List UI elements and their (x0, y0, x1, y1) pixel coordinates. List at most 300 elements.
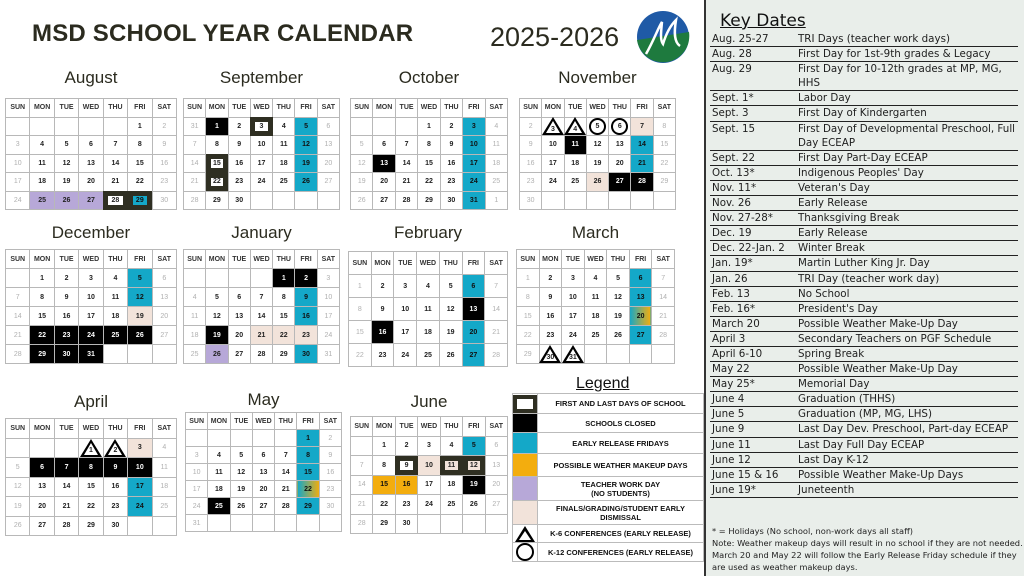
day-cell: 8 (349, 298, 372, 321)
day-cell: 14 (395, 154, 417, 173)
day-cell: 26 (128, 326, 152, 345)
day-cell: 20 (629, 307, 652, 326)
day-cell: 25 (103, 326, 127, 345)
day-cell: 12 (295, 136, 317, 155)
weekday-header: MON (539, 250, 562, 269)
weekday-header: TUE (54, 419, 78, 439)
day-cell: 9 (228, 136, 250, 155)
day-cell: 18 (584, 307, 607, 326)
day-cell: 3 (79, 269, 103, 288)
key-date-row (710, 106, 1018, 121)
day-cell: 21 (103, 173, 127, 192)
legend (512, 393, 704, 562)
day-cell: 21 (485, 321, 508, 344)
day-cell: 24 (542, 173, 564, 192)
day-cell: 1 (30, 269, 54, 288)
key-date-description: TRI Day (teacher work day) (798, 272, 940, 285)
day-cell: 3 (250, 117, 272, 136)
key-date: Sept. 3 (712, 107, 749, 120)
day-cell: 23 (520, 173, 542, 192)
day-cell: 8 (653, 117, 675, 136)
weekday-header: SAT (152, 99, 176, 118)
weekday-header: TUE (54, 250, 78, 269)
weekday-header: TUE (228, 250, 250, 269)
day-cell: 10 (317, 288, 339, 307)
day-cell: 2 (103, 438, 127, 458)
day-cell: 17 (394, 321, 417, 344)
weekday-header: SUN (6, 99, 30, 118)
day-cell: 26 (439, 344, 462, 367)
day-cell: 12 (54, 154, 78, 173)
day-cell: 26 (206, 345, 228, 364)
month-name: January (231, 223, 292, 242)
key-date-description: President's Day (798, 302, 878, 315)
day-cell (652, 345, 675, 364)
day-cell: 25 (417, 344, 440, 367)
day-cell: 10 (394, 298, 417, 321)
day-cell: 11 (564, 136, 586, 155)
day-cell: 10 (6, 154, 30, 173)
day-cell (542, 191, 564, 210)
day-cell: 18 (485, 154, 507, 173)
day-cell: 22 (418, 173, 440, 192)
key-date: May 22 (712, 363, 750, 376)
day-cell (54, 117, 78, 136)
day-cell: 9 (520, 136, 542, 155)
weekday-header: MON (373, 417, 395, 437)
day-cell: 27 (609, 173, 631, 192)
legend-label: FINALS/GRADING/STUDENT EARLY DISMISSAL (538, 501, 704, 525)
day-cell (6, 269, 30, 288)
key-date-row (710, 407, 1018, 422)
day-cell: 29 (79, 516, 103, 536)
month-name: November (558, 68, 637, 87)
key-date-description: Graduation (THHS) (798, 393, 896, 406)
day-cell: 12 (230, 464, 252, 481)
calendar-grid (516, 249, 675, 364)
day-cell: 5 (607, 269, 630, 288)
weekday-header: FRI (463, 99, 485, 118)
triangle-icon (513, 525, 538, 543)
day-cell: 10 (128, 458, 152, 478)
weekday-header: SAT (152, 419, 176, 439)
day-cell: 7 (631, 117, 653, 136)
legend-title: Legend (576, 375, 630, 392)
day-cell: 25 (30, 191, 54, 210)
day-cell: 25 (152, 497, 176, 517)
month-name: October (398, 68, 460, 87)
day-cell: 18 (273, 154, 295, 173)
day-cell: 20 (485, 475, 507, 495)
day-cell: 21 (631, 154, 653, 173)
day-cell: 15 (206, 154, 228, 173)
day-cell (152, 345, 176, 364)
day-cell (103, 117, 127, 136)
day-cell: 23 (371, 344, 394, 367)
day-cell: 13 (462, 298, 485, 321)
day-cell: 16 (520, 154, 542, 173)
key-date-description: No School (798, 287, 850, 300)
day-cell: 27 (317, 173, 339, 192)
weekday-header: SAT (152, 250, 176, 269)
day-cell (319, 515, 341, 532)
weekday-header: FRI (295, 250, 317, 269)
weekday-header: FRI (631, 99, 653, 118)
key-date-row (710, 181, 1018, 196)
day-cell (79, 117, 103, 136)
key-date-description: Juneteenth (798, 483, 855, 496)
weekday-header: SAT (485, 252, 508, 275)
day-cell: 19 (463, 475, 485, 495)
weekday-header: TUE (394, 252, 417, 275)
day-cell: 23 (395, 495, 417, 515)
key-date: June 12 (712, 453, 751, 466)
key-date: Sept. 15 (712, 122, 756, 135)
key-dates-list (710, 32, 1018, 498)
day-cell: 1 (373, 436, 395, 456)
key-date-row (710, 62, 1018, 91)
day-cell: 1 (297, 430, 319, 447)
weekday-header: MON (30, 419, 54, 439)
day-cell: 29 (517, 345, 540, 364)
day-cell: 29 (30, 345, 54, 364)
day-cell: 21 (6, 326, 30, 345)
day-cell: 4 (152, 438, 176, 458)
day-cell: 19 (439, 321, 462, 344)
weekday-header: THU (273, 250, 295, 269)
day-cell: 9 (539, 288, 562, 307)
day-cell: 29 (418, 191, 440, 210)
day-cell (607, 345, 630, 364)
day-cell: 2 (371, 275, 394, 298)
key-date-row (710, 166, 1018, 181)
day-cell: 3 (128, 438, 152, 458)
key-date-description: First Day for 10-12th grades at MP, MG, HHS (798, 63, 1002, 90)
key-date-description: Last Day Full Day ECEAP (798, 438, 925, 451)
day-cell: 25 (584, 326, 607, 345)
weekday-header: MON (206, 250, 228, 269)
day-cell: 13 (152, 288, 176, 307)
calendar-grid (5, 98, 177, 210)
weekday-header: SAT (319, 413, 341, 430)
day-cell: 19 (351, 173, 373, 192)
weekday-header: TUE (54, 99, 78, 118)
day-cell: 26 (463, 495, 485, 515)
day-cell: 7 (184, 136, 206, 155)
day-cell (275, 430, 297, 447)
day-cell (186, 430, 208, 447)
day-cell: 16 (152, 154, 176, 173)
day-cell (584, 345, 607, 364)
month-name: March (571, 223, 620, 242)
day-cell: 28 (275, 498, 297, 515)
weekday-header: WED (250, 99, 272, 118)
key-date: April 3 (712, 332, 746, 345)
day-cell: 10 (562, 288, 585, 307)
day-cell: 17 (128, 477, 152, 497)
day-cell: 28 (250, 345, 272, 364)
day-cell: 10 (418, 456, 440, 476)
day-cell: 27 (30, 516, 54, 536)
day-cell: 22 (297, 481, 319, 498)
calendar-grid (183, 249, 340, 364)
weekday-header: FRI (463, 417, 485, 437)
day-cell (230, 430, 252, 447)
key-date-row (710, 422, 1018, 437)
day-cell: 19 (230, 481, 252, 498)
day-cell: 11 (485, 136, 507, 155)
day-cell: 23 (103, 497, 127, 517)
day-cell: 11 (103, 288, 127, 307)
day-cell: 15 (653, 136, 675, 155)
key-date-row (710, 47, 1018, 62)
day-cell (54, 438, 78, 458)
key-date: Nov. 11* (712, 181, 757, 194)
day-cell: 19 (6, 497, 30, 517)
day-cell: 11 (184, 307, 206, 326)
legend-label: K-6 CONFERENCES (EARLY RELEASE) (538, 525, 704, 543)
day-cell: 14 (631, 136, 653, 155)
day-cell: 10 (186, 464, 208, 481)
weekday-header: MON (30, 99, 54, 118)
weekday-header: TUE (562, 250, 585, 269)
day-cell: 4 (273, 117, 295, 136)
calendar-title: MSD SCHOOL YEAR CALENDAR (32, 20, 414, 47)
day-cell (128, 516, 152, 536)
weekday-header: MON (371, 252, 394, 275)
day-cell: 30 (54, 345, 78, 364)
day-cell (252, 515, 274, 532)
day-cell: 12 (586, 136, 608, 155)
day-cell: 14 (275, 464, 297, 481)
weekday-header: SUN (351, 417, 373, 437)
day-cell: 6 (485, 436, 507, 456)
month-name: December (51, 223, 131, 242)
key-date: Sept. 1* (712, 92, 754, 105)
key-date-description: Indigenous Peoples' Day (798, 166, 924, 179)
weekday-header: FRI (128, 419, 152, 439)
key-date-row (710, 468, 1018, 483)
day-cell: 30 (152, 191, 176, 210)
key-date-row (710, 287, 1018, 302)
day-cell: 9 (395, 456, 417, 476)
key-date-row (710, 347, 1018, 362)
day-cell: 8 (297, 447, 319, 464)
day-cell: 25 (208, 498, 230, 515)
key-date: June 15 & 16 (712, 468, 779, 481)
day-cell: 29 (273, 345, 295, 364)
calendar-grid (350, 98, 508, 210)
day-cell: 26 (607, 326, 630, 345)
weekday-header: TUE (230, 413, 252, 430)
legend-label: SCHOOLS CLOSED (538, 414, 704, 433)
day-cell: 19 (206, 326, 228, 345)
day-cell: 28 (652, 326, 675, 345)
day-cell: 27 (228, 345, 250, 364)
key-date: Jan. 19* (712, 257, 753, 270)
weekday-header: SUN (6, 250, 30, 269)
month-name: September (219, 68, 304, 87)
key-date-row (710, 226, 1018, 241)
day-cell: 14 (184, 154, 206, 173)
day-cell: 5 (439, 275, 462, 298)
day-cell: 27 (79, 191, 103, 210)
day-cell: 30 (295, 345, 317, 364)
day-cell: 5 (128, 269, 152, 288)
key-date-row (710, 302, 1018, 317)
day-cell: 11 (440, 456, 462, 476)
day-cell: 23 (440, 173, 462, 192)
day-cell: 18 (184, 326, 206, 345)
day-cell: 11 (584, 288, 607, 307)
weekday-header: MON (373, 99, 395, 118)
day-cell: 28 (54, 516, 78, 536)
month-name: August (64, 68, 118, 87)
day-cell: 30 (440, 191, 462, 210)
day-cell: 24 (463, 173, 485, 192)
day-cell (184, 269, 206, 288)
legend-label: K-12 CONFERENCES (EARLY RELEASE) (538, 543, 704, 562)
weekday-header: FRI (128, 250, 152, 269)
day-cell: 20 (152, 307, 176, 326)
day-cell: 2 (228, 117, 250, 136)
day-cell: 18 (103, 307, 127, 326)
day-cell: 22 (517, 326, 540, 345)
day-cell: 16 (539, 307, 562, 326)
weekday-header: SAT (485, 417, 507, 437)
day-cell: 2 (395, 436, 417, 456)
day-cell: 24 (79, 326, 103, 345)
day-cell: 6 (228, 288, 250, 307)
first-last-swatch-icon (513, 394, 538, 414)
day-cell (228, 269, 250, 288)
day-cell: 16 (371, 321, 394, 344)
weekday-header: THU (103, 99, 127, 118)
key-date: Sept. 22 (712, 151, 756, 164)
day-cell: 24 (317, 326, 339, 345)
weekday-header: SUN (6, 419, 30, 439)
day-cell (6, 117, 30, 136)
day-cell: 24 (562, 326, 585, 345)
weekday-header: SAT (317, 250, 339, 269)
day-cell: 19 (128, 307, 152, 326)
day-cell: 18 (564, 154, 586, 173)
day-cell (250, 269, 272, 288)
key-date: Feb. 16* (712, 302, 756, 315)
day-cell: 18 (152, 477, 176, 497)
calendar-grid (185, 412, 342, 532)
key-date-description: Secondary Teachers on PGF Schedule (798, 332, 992, 345)
day-cell: 31 (184, 117, 206, 136)
day-cell: 14 (485, 298, 508, 321)
day-cell: 21 (395, 173, 417, 192)
day-cell: 6 (317, 117, 339, 136)
day-cell: 6 (79, 136, 103, 155)
day-cell (653, 191, 675, 210)
day-cell: 25 (485, 173, 507, 192)
day-cell: 3 (317, 269, 339, 288)
weekday-header: WED (418, 99, 440, 118)
day-cell: 4 (417, 275, 440, 298)
day-cell: 22 (653, 154, 675, 173)
day-cell: 7 (103, 136, 127, 155)
day-cell: 27 (373, 191, 395, 210)
key-date: June 19* (712, 483, 756, 496)
weekday-header: TUE (395, 417, 417, 437)
weekday-header: THU (103, 250, 127, 269)
weekday-header: FRI (128, 99, 152, 118)
key-date-row (710, 317, 1018, 332)
key-date-description: Possible Weather Make-Up Day (798, 317, 958, 330)
day-cell: 14 (250, 307, 272, 326)
day-cell: 14 (103, 154, 127, 173)
day-cell (250, 191, 272, 210)
day-cell (395, 117, 417, 136)
day-cell: 8 (517, 288, 540, 307)
day-cell: 2 (520, 117, 542, 136)
day-cell: 4 (440, 436, 462, 456)
day-cell: 5 (351, 136, 373, 155)
weekday-header: WED (418, 417, 440, 437)
day-cell: 14 (351, 475, 373, 495)
day-cell: 14 (54, 477, 78, 497)
weekday-header: MON (208, 413, 230, 430)
weekday-header: THU (103, 419, 127, 439)
day-cell: 21 (652, 307, 675, 326)
day-cell (128, 345, 152, 364)
finals-swatch-icon (513, 501, 538, 525)
day-cell (485, 514, 507, 534)
day-cell: 8 (128, 136, 152, 155)
day-cell: 23 (295, 326, 317, 345)
day-cell: 16 (228, 154, 250, 173)
day-cell: 16 (440, 154, 462, 173)
day-cell: 22 (30, 326, 54, 345)
msd-logo-icon (636, 10, 690, 64)
teacher-work-swatch-icon (513, 477, 538, 501)
key-date-row (710, 32, 1018, 47)
key-date-description: Martin Luther King Jr. Day (798, 257, 930, 270)
day-cell: 3 (6, 136, 30, 155)
weekday-header: SUN (349, 252, 372, 275)
key-date: May 25* (712, 378, 755, 391)
day-cell: 23 (228, 173, 250, 192)
day-cell: 6 (252, 447, 274, 464)
day-cell: 1 (79, 438, 103, 458)
day-cell (586, 191, 608, 210)
day-cell (463, 514, 485, 534)
key-date-description: Memorial Day (798, 378, 870, 391)
weekday-header: THU (607, 250, 630, 269)
day-cell: 23 (54, 326, 78, 345)
day-cell: 7 (6, 288, 30, 307)
day-cell: 22 (79, 497, 103, 517)
day-cell: 28 (6, 345, 30, 364)
day-cell: 15 (79, 477, 103, 497)
day-cell: 17 (463, 154, 485, 173)
day-cell (351, 436, 373, 456)
weekday-header: MON (542, 99, 564, 118)
day-cell: 5 (54, 136, 78, 155)
day-cell: 22 (128, 173, 152, 192)
day-cell: 17 (562, 307, 585, 326)
day-cell: 6 (30, 458, 54, 478)
day-cell: 10 (463, 136, 485, 155)
key-date-row (710, 362, 1018, 377)
day-cell (629, 345, 652, 364)
key-date-row (710, 211, 1018, 226)
day-cell: 26 (295, 173, 317, 192)
